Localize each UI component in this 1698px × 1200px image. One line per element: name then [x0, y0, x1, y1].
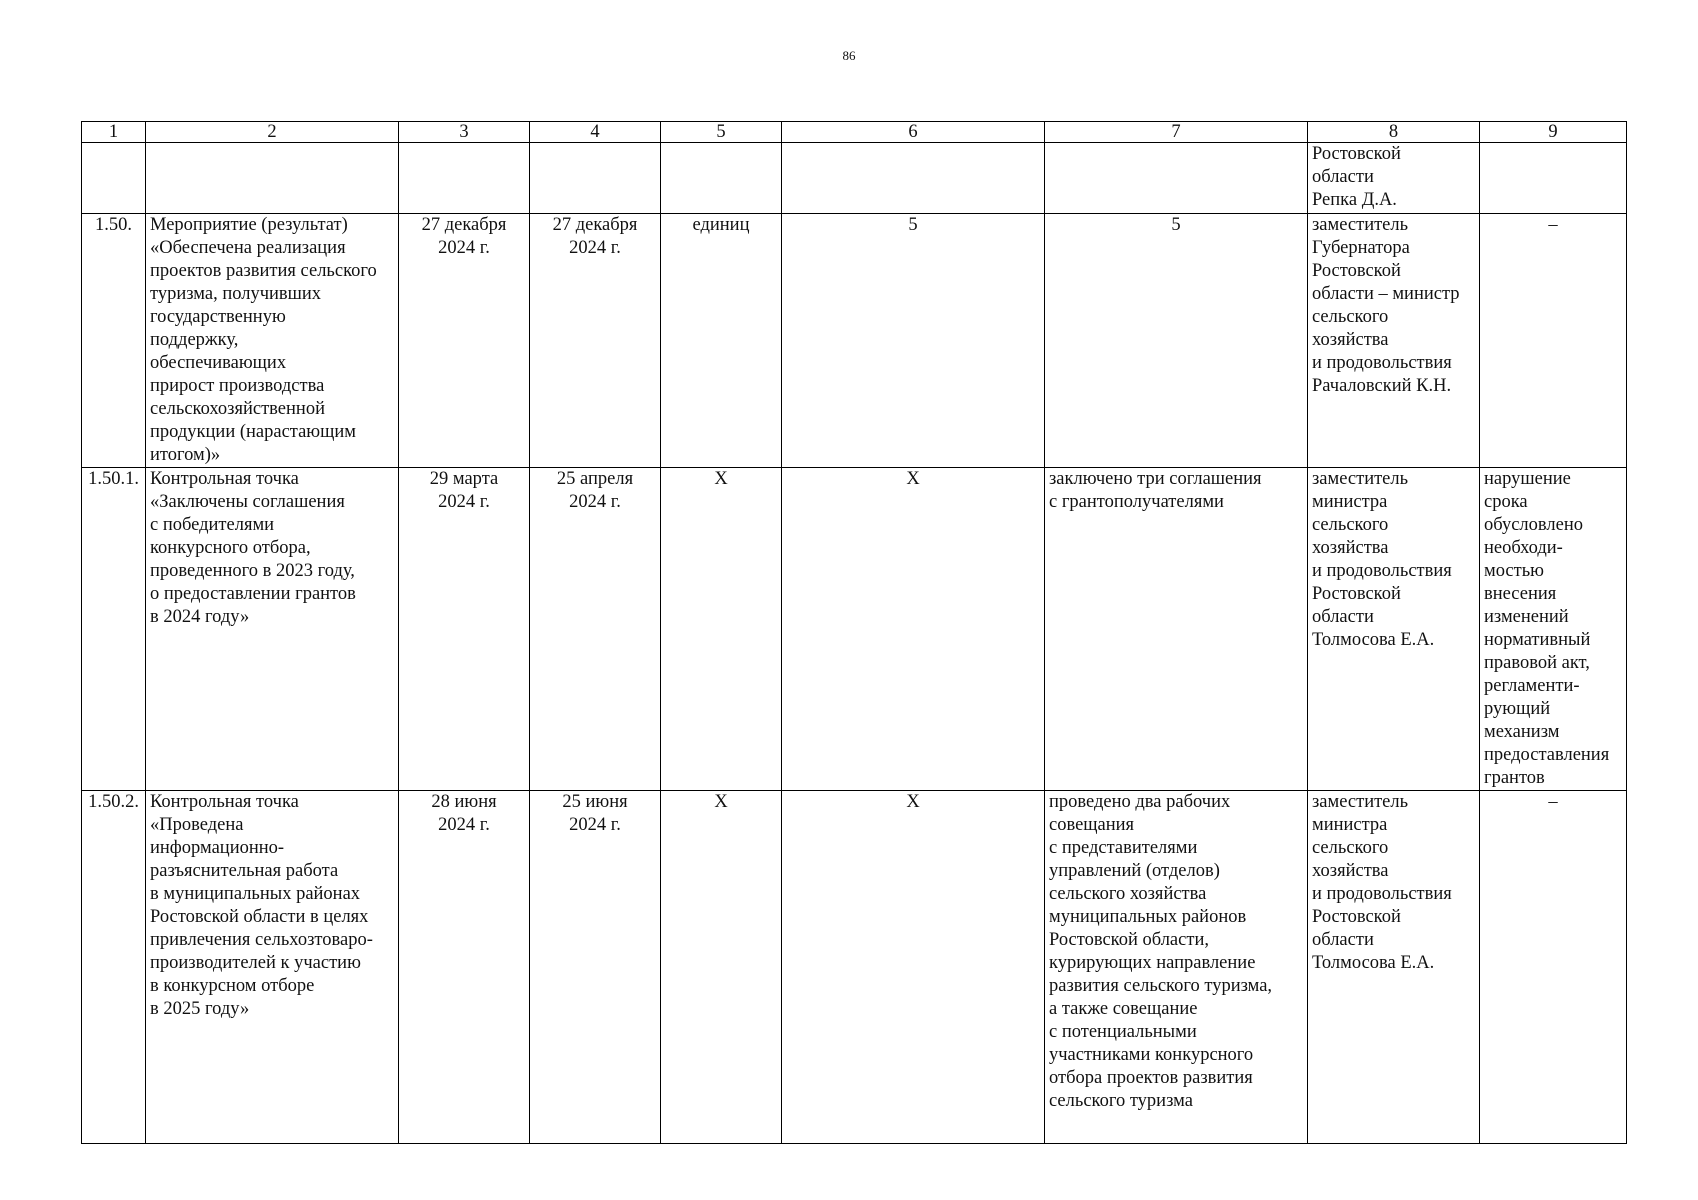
text-line: Мероприятие (результат)	[150, 215, 348, 235]
text-line: 2024 г.	[569, 238, 621, 258]
text-line: предоставления	[1484, 745, 1610, 765]
text-line: регламенти-	[1484, 676, 1580, 696]
text-line: 29 марта	[429, 469, 499, 489]
text-line: Контрольная точка	[150, 792, 299, 812]
text-line: разъяснительная работа	[150, 861, 339, 881]
fact-value-cell	[1045, 143, 1308, 214]
text-line: хозяйства	[1312, 538, 1389, 558]
row-number	[82, 143, 146, 214]
text-line: проведено два рабочих	[1049, 792, 1231, 812]
table-row	[82, 468, 1627, 791]
header-col-2: 2	[146, 122, 399, 143]
text-line: срока	[1484, 492, 1528, 512]
text-line: привлечения сельхозтоваро-	[150, 930, 373, 950]
responsible-cell	[1308, 468, 1480, 791]
text-line: 25 июня	[562, 792, 628, 812]
text-line: 2024 г.	[438, 815, 490, 835]
text-line: области – министр	[1312, 284, 1460, 304]
text-line: в муниципальных районах	[150, 884, 361, 904]
text-line: грантов	[1484, 768, 1545, 788]
text-line: проектов развития сельского	[150, 261, 377, 281]
text-line: участниками конкурсного	[1049, 1045, 1254, 1065]
text-line: Рачаловский К.Н.	[1312, 376, 1452, 396]
text-line: и продовольствия	[1312, 884, 1452, 904]
header-col-6: 6	[782, 122, 1045, 143]
text-line: сельскохозяйственной	[150, 399, 325, 419]
text-line: заключено три соглашения	[1049, 469, 1262, 489]
fact-value-cell	[1045, 214, 1308, 468]
text-line: министра	[1312, 815, 1388, 835]
text-line: продукции (нарастающим	[150, 422, 356, 442]
text-line: «Проведена	[150, 815, 244, 835]
header-col-9: 9	[1480, 122, 1627, 143]
text-line: обеспечивающих	[150, 353, 287, 373]
text-line: Ростовской	[1312, 907, 1401, 927]
text-line: 2024 г.	[438, 492, 490, 512]
table-row-continuation	[82, 143, 1627, 214]
text-line: нарушение	[1484, 469, 1571, 489]
text-line: с представителями	[1049, 838, 1198, 858]
text-line: итогом)»	[150, 445, 221, 465]
row-number: 1.50.1.	[82, 468, 146, 791]
text-line: Ростовской области,	[1049, 930, 1209, 950]
text-line: сельского туризма	[1049, 1091, 1193, 1111]
note-cell	[1480, 468, 1627, 791]
responsible-cell	[1308, 214, 1480, 468]
text-line: мостью	[1484, 561, 1544, 581]
text-line: 27 декабря	[421, 215, 507, 235]
text-line: прирост производства	[150, 376, 325, 396]
fact-value-cell	[1045, 791, 1308, 1144]
text-line: и продовольствия	[1312, 561, 1452, 581]
text-line: и продовольствия	[1312, 353, 1452, 373]
text-line: производителей к участию	[150, 953, 361, 973]
text-line: министра	[1312, 492, 1388, 512]
plan-date-cell	[399, 214, 530, 468]
table-row	[82, 791, 1627, 1144]
text-line: в конкурсном отборе	[150, 976, 315, 996]
text-line: Толмосова Е.А.	[1312, 630, 1435, 650]
text-line: 5	[1171, 215, 1181, 235]
header-col-5: 5	[661, 122, 782, 143]
text-line: Ростовской	[1312, 584, 1401, 604]
text-line: а также совещание	[1049, 999, 1198, 1019]
text-line: Ростовской	[1312, 144, 1401, 164]
text-line: государственную	[150, 307, 286, 327]
event-cell	[146, 143, 399, 214]
plan-value-cell	[782, 143, 1045, 214]
text-line: обусловлено	[1484, 515, 1583, 535]
text-line: совещания	[1049, 815, 1135, 835]
text-line: сельского	[1312, 838, 1389, 858]
text-line: туризма, получивших	[150, 284, 322, 304]
fact-date-cell	[530, 214, 661, 468]
text-line: заместитель	[1312, 792, 1409, 812]
header-col-3: 3	[399, 122, 530, 143]
text-line: Губернатора	[1312, 238, 1410, 258]
text-line: 2024 г.	[569, 815, 621, 835]
text-line: хозяйства	[1312, 861, 1389, 881]
text-line: проведенного в 2023 году,	[150, 561, 355, 581]
text-line: «Заключены соглашения	[150, 492, 345, 512]
text-line: рующий	[1484, 699, 1551, 719]
text-line: нормативный	[1484, 630, 1591, 650]
event-cell	[146, 468, 399, 791]
text-line: Контрольная точка	[150, 469, 299, 489]
report-table	[81, 121, 1627, 1144]
text-line: необходи-	[1484, 538, 1563, 558]
text-line: изменений	[1484, 607, 1569, 627]
unit-cell: Х	[661, 791, 782, 1144]
text-line: Толмосова Е.А.	[1312, 953, 1435, 973]
text-line: с победителями	[150, 515, 275, 535]
responsible-cell	[1308, 143, 1480, 214]
text-line: области	[1312, 607, 1374, 627]
text-line: информационно-	[150, 838, 285, 858]
text-line: 27 декабря	[552, 215, 638, 235]
text-line: области	[1312, 167, 1374, 187]
text-line: в 2025 году»	[150, 999, 250, 1019]
note-cell	[1480, 143, 1627, 214]
header-row	[82, 122, 1627, 143]
unit-cell	[661, 143, 782, 214]
text-line: муниципальных районов	[1049, 907, 1247, 927]
text-line: конкурсного отбора,	[150, 538, 311, 558]
text-line: –	[1548, 792, 1558, 812]
plan-date-cell	[399, 143, 530, 214]
plan-value-cell: Х	[782, 791, 1045, 1144]
unit-cell: единиц	[661, 214, 782, 468]
plan-value-cell: Х	[782, 468, 1045, 791]
text-line: 25 апреля	[556, 469, 634, 489]
text-line: сельского хозяйства	[1049, 884, 1207, 904]
text-line: «Обеспечена реализация	[150, 238, 346, 258]
text-line: в 2024 году»	[150, 607, 250, 627]
fact-date-cell	[530, 468, 661, 791]
event-cell	[146, 791, 399, 1144]
text-line: внесения	[1484, 584, 1557, 604]
table-row	[82, 214, 1627, 468]
text-line: управлений (отделов)	[1049, 861, 1220, 881]
text-line: развития сельского туризма,	[1049, 976, 1273, 996]
fact-value-cell	[1045, 468, 1308, 791]
text-line: правовой акт,	[1484, 653, 1590, 673]
text-line: с потенциальными	[1049, 1022, 1197, 1042]
unit-cell: Х	[661, 468, 782, 791]
plan-date-cell	[399, 468, 530, 791]
row-number: 1.50.	[82, 214, 146, 468]
text-line: сельского	[1312, 515, 1389, 535]
fact-date-cell	[530, 143, 661, 214]
text-line: хозяйства	[1312, 330, 1389, 350]
page-number: 86	[842, 48, 856, 63]
header-col-7: 7	[1045, 122, 1308, 143]
text-line: поддержку,	[150, 330, 239, 350]
text-line: Репка Д.А.	[1312, 190, 1397, 210]
header-col-1: 1	[82, 122, 146, 143]
text-line: о предоставлении грантов	[150, 584, 356, 604]
note-cell	[1480, 791, 1627, 1144]
row-number: 1.50.2.	[82, 791, 146, 1144]
header-col-8: 8	[1308, 122, 1480, 143]
text-line: области	[1312, 930, 1374, 950]
text-line: Ростовской	[1312, 261, 1401, 281]
plan-value-cell: 5	[782, 214, 1045, 468]
text-line: отбора проектов развития	[1049, 1068, 1253, 1088]
fact-date-cell	[530, 791, 661, 1144]
text-line: 2024 г.	[569, 492, 621, 512]
text-line: заместитель	[1312, 215, 1409, 235]
text-line: сельского	[1312, 307, 1389, 327]
text-line: 28 июня	[431, 792, 497, 812]
text-line: с грантополучателями	[1049, 492, 1224, 512]
header-col-4: 4	[530, 122, 661, 143]
responsible-cell	[1308, 791, 1480, 1144]
note-cell	[1480, 214, 1627, 468]
text-line: механизм	[1484, 722, 1560, 742]
plan-date-cell	[399, 791, 530, 1144]
text-line: –	[1548, 215, 1558, 235]
event-cell	[146, 214, 399, 468]
text-line: заместитель	[1312, 469, 1409, 489]
text-line: Ростовской области в целях	[150, 907, 369, 927]
text-line: 2024 г.	[438, 238, 490, 258]
text-line: курирующих направление	[1049, 953, 1256, 973]
